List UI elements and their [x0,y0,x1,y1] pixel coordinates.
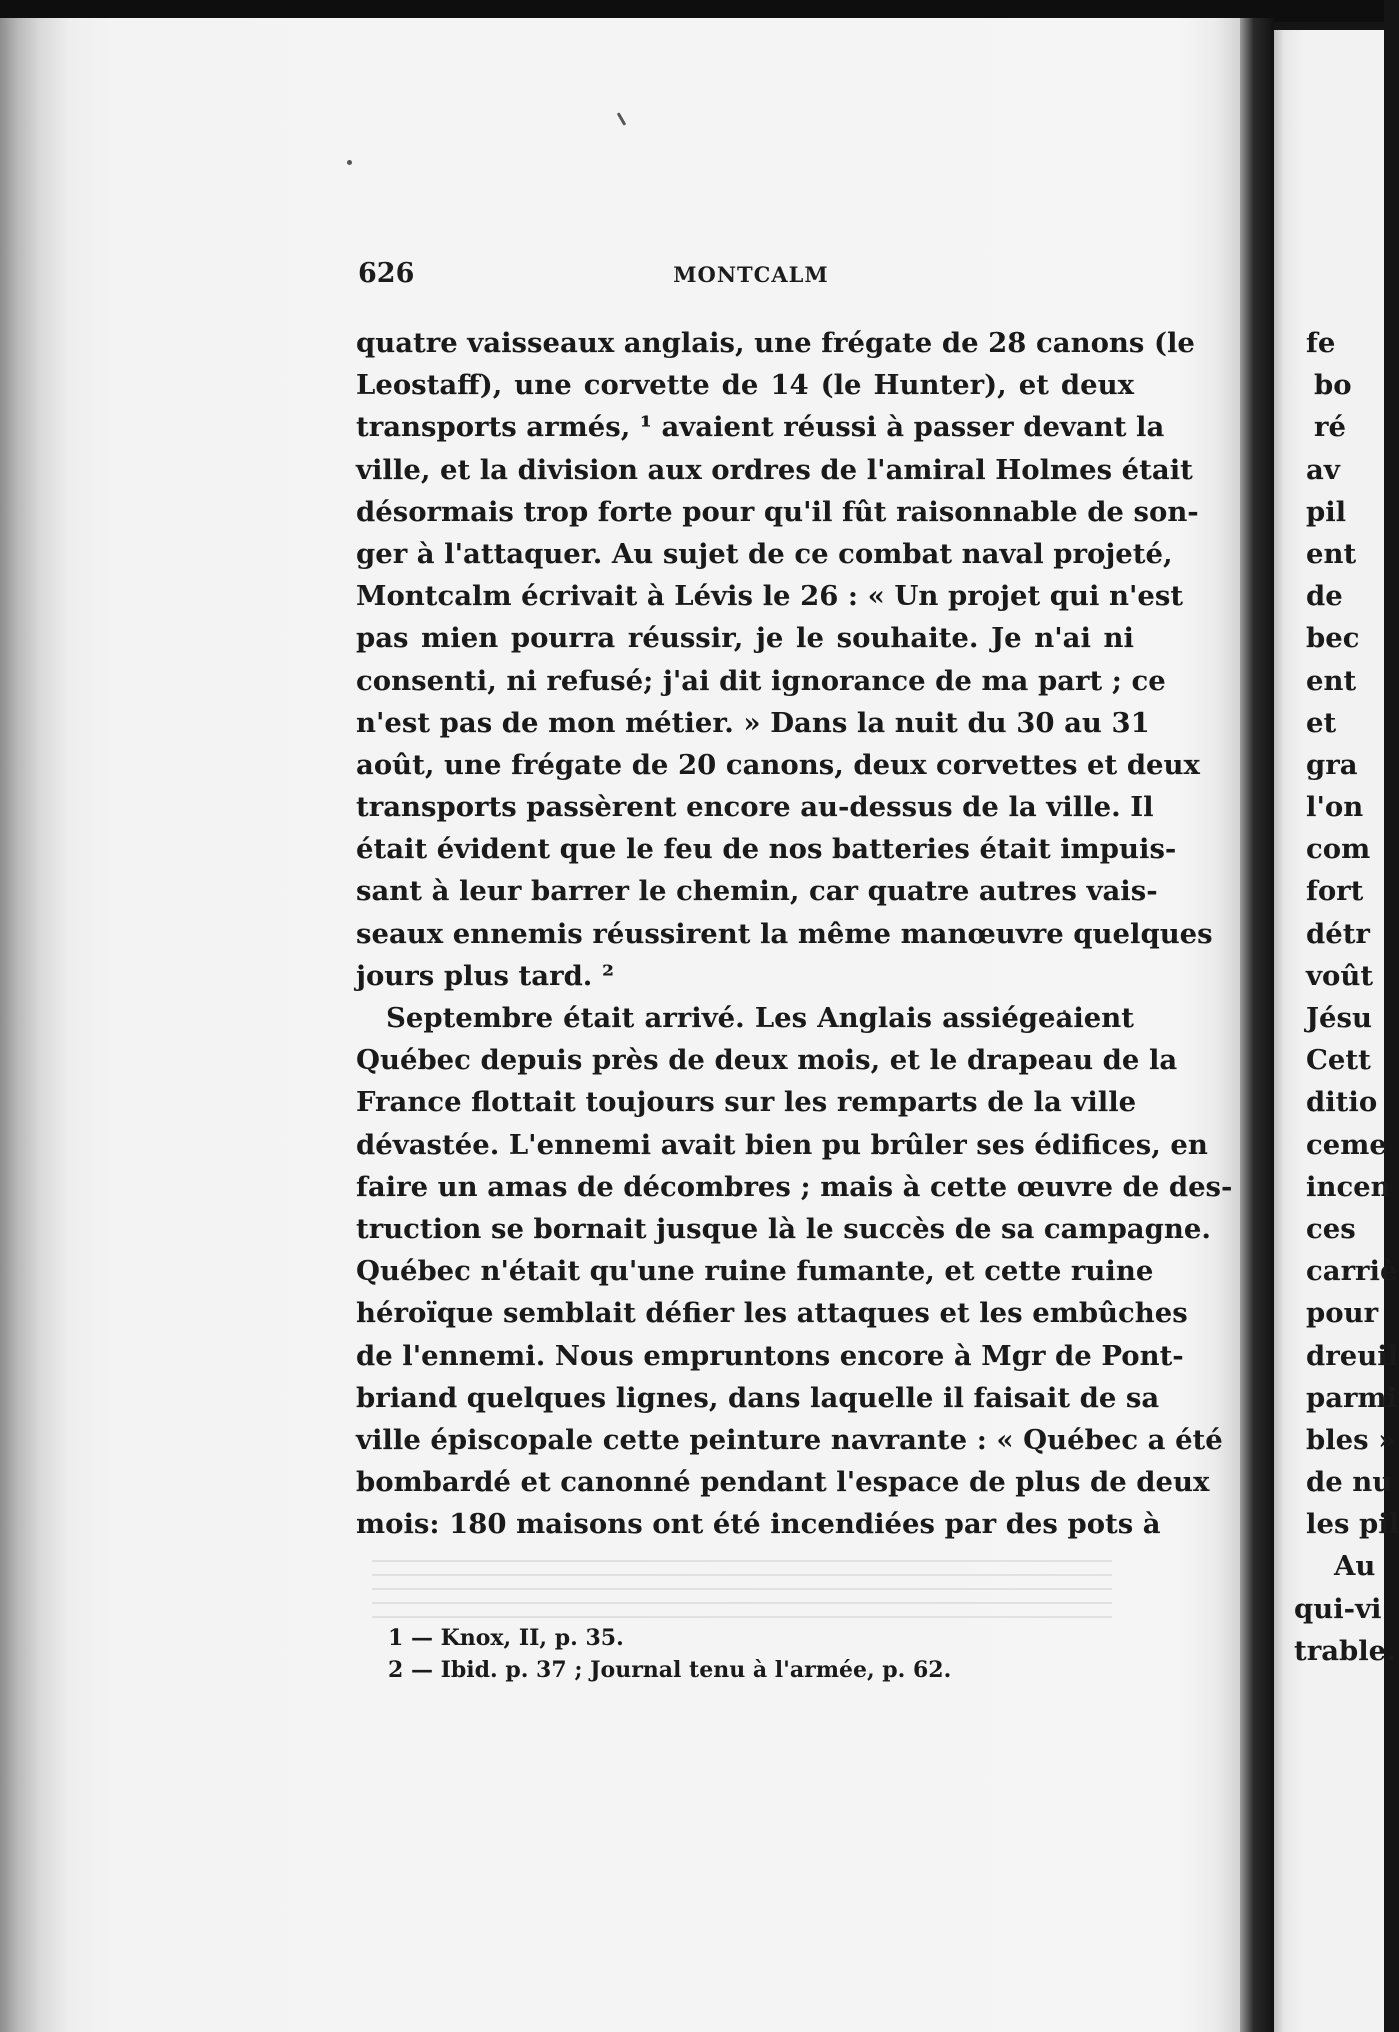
facing-line: av [1306,453,1340,486]
facing-line: fort [1306,875,1364,908]
facing-page-text [1294,322,1399,1672]
text-line: Montcalm écrivait à Lévis le 26 : « Un projet qui n'est [356,580,1184,613]
facing-line: l'on [1306,791,1364,824]
facing-line: détr [1306,917,1370,950]
text-line: dévastée. L'ennemi avait bien pu brûler ses édifices, en [356,1128,1208,1161]
page-header [358,258,1144,298]
footnote: 2 — Ibid. p. 37 ; Journal tenu à l'armée, p. 62. [388,1657,952,1683]
facing-line: ré [1314,411,1346,444]
text-line: Leostaff), une corvette de 14 (le Hunter), et deux [356,369,1134,402]
facing-line: gra [1306,748,1358,781]
facing-line: bec [1306,622,1360,655]
facing-line: bles » [1306,1423,1396,1456]
facing-line: les pil [1306,1508,1399,1541]
text-line: quatre vaisseaux anglais, une frégate de 28 canons (le [356,327,1195,359]
paragraph-start: Septembre était arrivé. Les Anglais assiégeaient [386,1002,1134,1034]
text-line: désormais trop forte pour qu'il fût raisonnable de son- [356,495,1199,528]
text-line: sant à leur barrer le chemin, car quatre autres vais- [356,875,1158,908]
text-line: bombardé et canonné pendant l'espace de plus de deux [356,1466,1210,1499]
running-title: MONTCALM [673,262,829,287]
facing-line: ces [1306,1212,1356,1245]
text-line: truction se bornait jusque là le succès de sa campagne. [356,1212,1211,1245]
text-line: consenti, ni refusé; j'ai dit ignorance de ma part ; ce [356,664,1166,697]
facing-line: carriè [1306,1255,1398,1288]
text-line: Québec depuis près de deux mois, et le drapeau de la [356,1044,1178,1077]
facing-line: ent [1306,664,1357,697]
facing-line: trable. [1294,1634,1396,1667]
footnotes [388,1622,1088,1686]
facing-line: de [1306,580,1343,613]
text-line: héroïque semblait défier les attaques et les embûches [356,1297,1188,1330]
text-line: ville épiscopale cette peinture navrante : « Québec a été [356,1423,1223,1456]
text-line: transports passèrent encore au-dessus de la ville. Il [356,791,1154,824]
facing-line: fe [1306,327,1336,359]
text-line: de l'ennemi. Nous empruntons encore à Mgr de Pont- [356,1339,1184,1372]
text-line: transports armés, ¹ avaient réussi à passer devant la [356,411,1165,444]
facing-line: ent [1306,537,1357,570]
body-text [356,322,1233,1545]
text-line: ville, et la division aux ordres de l'amiral Holmes était [356,453,1193,486]
facing-line: incen [1306,1170,1391,1203]
show-through [372,1560,1112,1620]
text-line: Québec n'était qu'une ruine fumante, et cette ruine [356,1255,1154,1288]
facing-line: voût [1306,959,1374,992]
facing-line: ditio [1306,1086,1378,1119]
facing-line: et [1306,706,1337,739]
text-line: pas mien pourra réussir, je le souhaite. Je n'ai ni [356,622,1134,655]
facing-line: pour [1306,1297,1379,1330]
dust-speck [347,160,352,165]
facing-line: Jésu [1306,1002,1372,1034]
facing-line: bo [1314,369,1352,402]
text-line: faire un amas de décombres ; mais à cette œuvre de des- [356,1170,1233,1203]
facing-line: Au [1334,1550,1376,1583]
text-line: était évident que le feu de nos batteries était impuis- [356,833,1177,866]
text-line: briand quelques lignes, dans laquelle il faisait de sa [356,1381,1160,1414]
book-gutter [1240,18,1274,2032]
facing-line: Cett [1306,1044,1371,1077]
facing-line: pil [1306,495,1347,528]
text-line: seaux ennemis réussirent la même manœuvre quelques [356,917,1213,950]
facing-line: qui-vi [1294,1592,1382,1625]
facing-line: ceme [1306,1128,1387,1161]
text-line: jours plus tard. ² [356,959,614,992]
facing-line: de nu [1306,1466,1393,1499]
text-line: n'est pas de mon métier. » Dans la nuit du 30 au 31 [356,706,1150,739]
facing-line: dreuil [1306,1339,1399,1372]
text-line: ger à l'attaquer. Au sujet de ce combat naval projeté, [356,537,1173,570]
text-line: août, une frégate de 20 canons, deux corvettes et deux [356,748,1200,781]
footnote: 1 — Knox, II, p. 35. [388,1625,624,1651]
text-line: mois: 180 maisons ont été incendiées par des pots à [356,1508,1161,1541]
text-line: France flottait toujours sur les remparts de la ville [356,1086,1137,1119]
facing-line: com [1306,833,1371,866]
page-number: 626 [358,258,415,289]
facing-line: parmi [1306,1381,1398,1414]
